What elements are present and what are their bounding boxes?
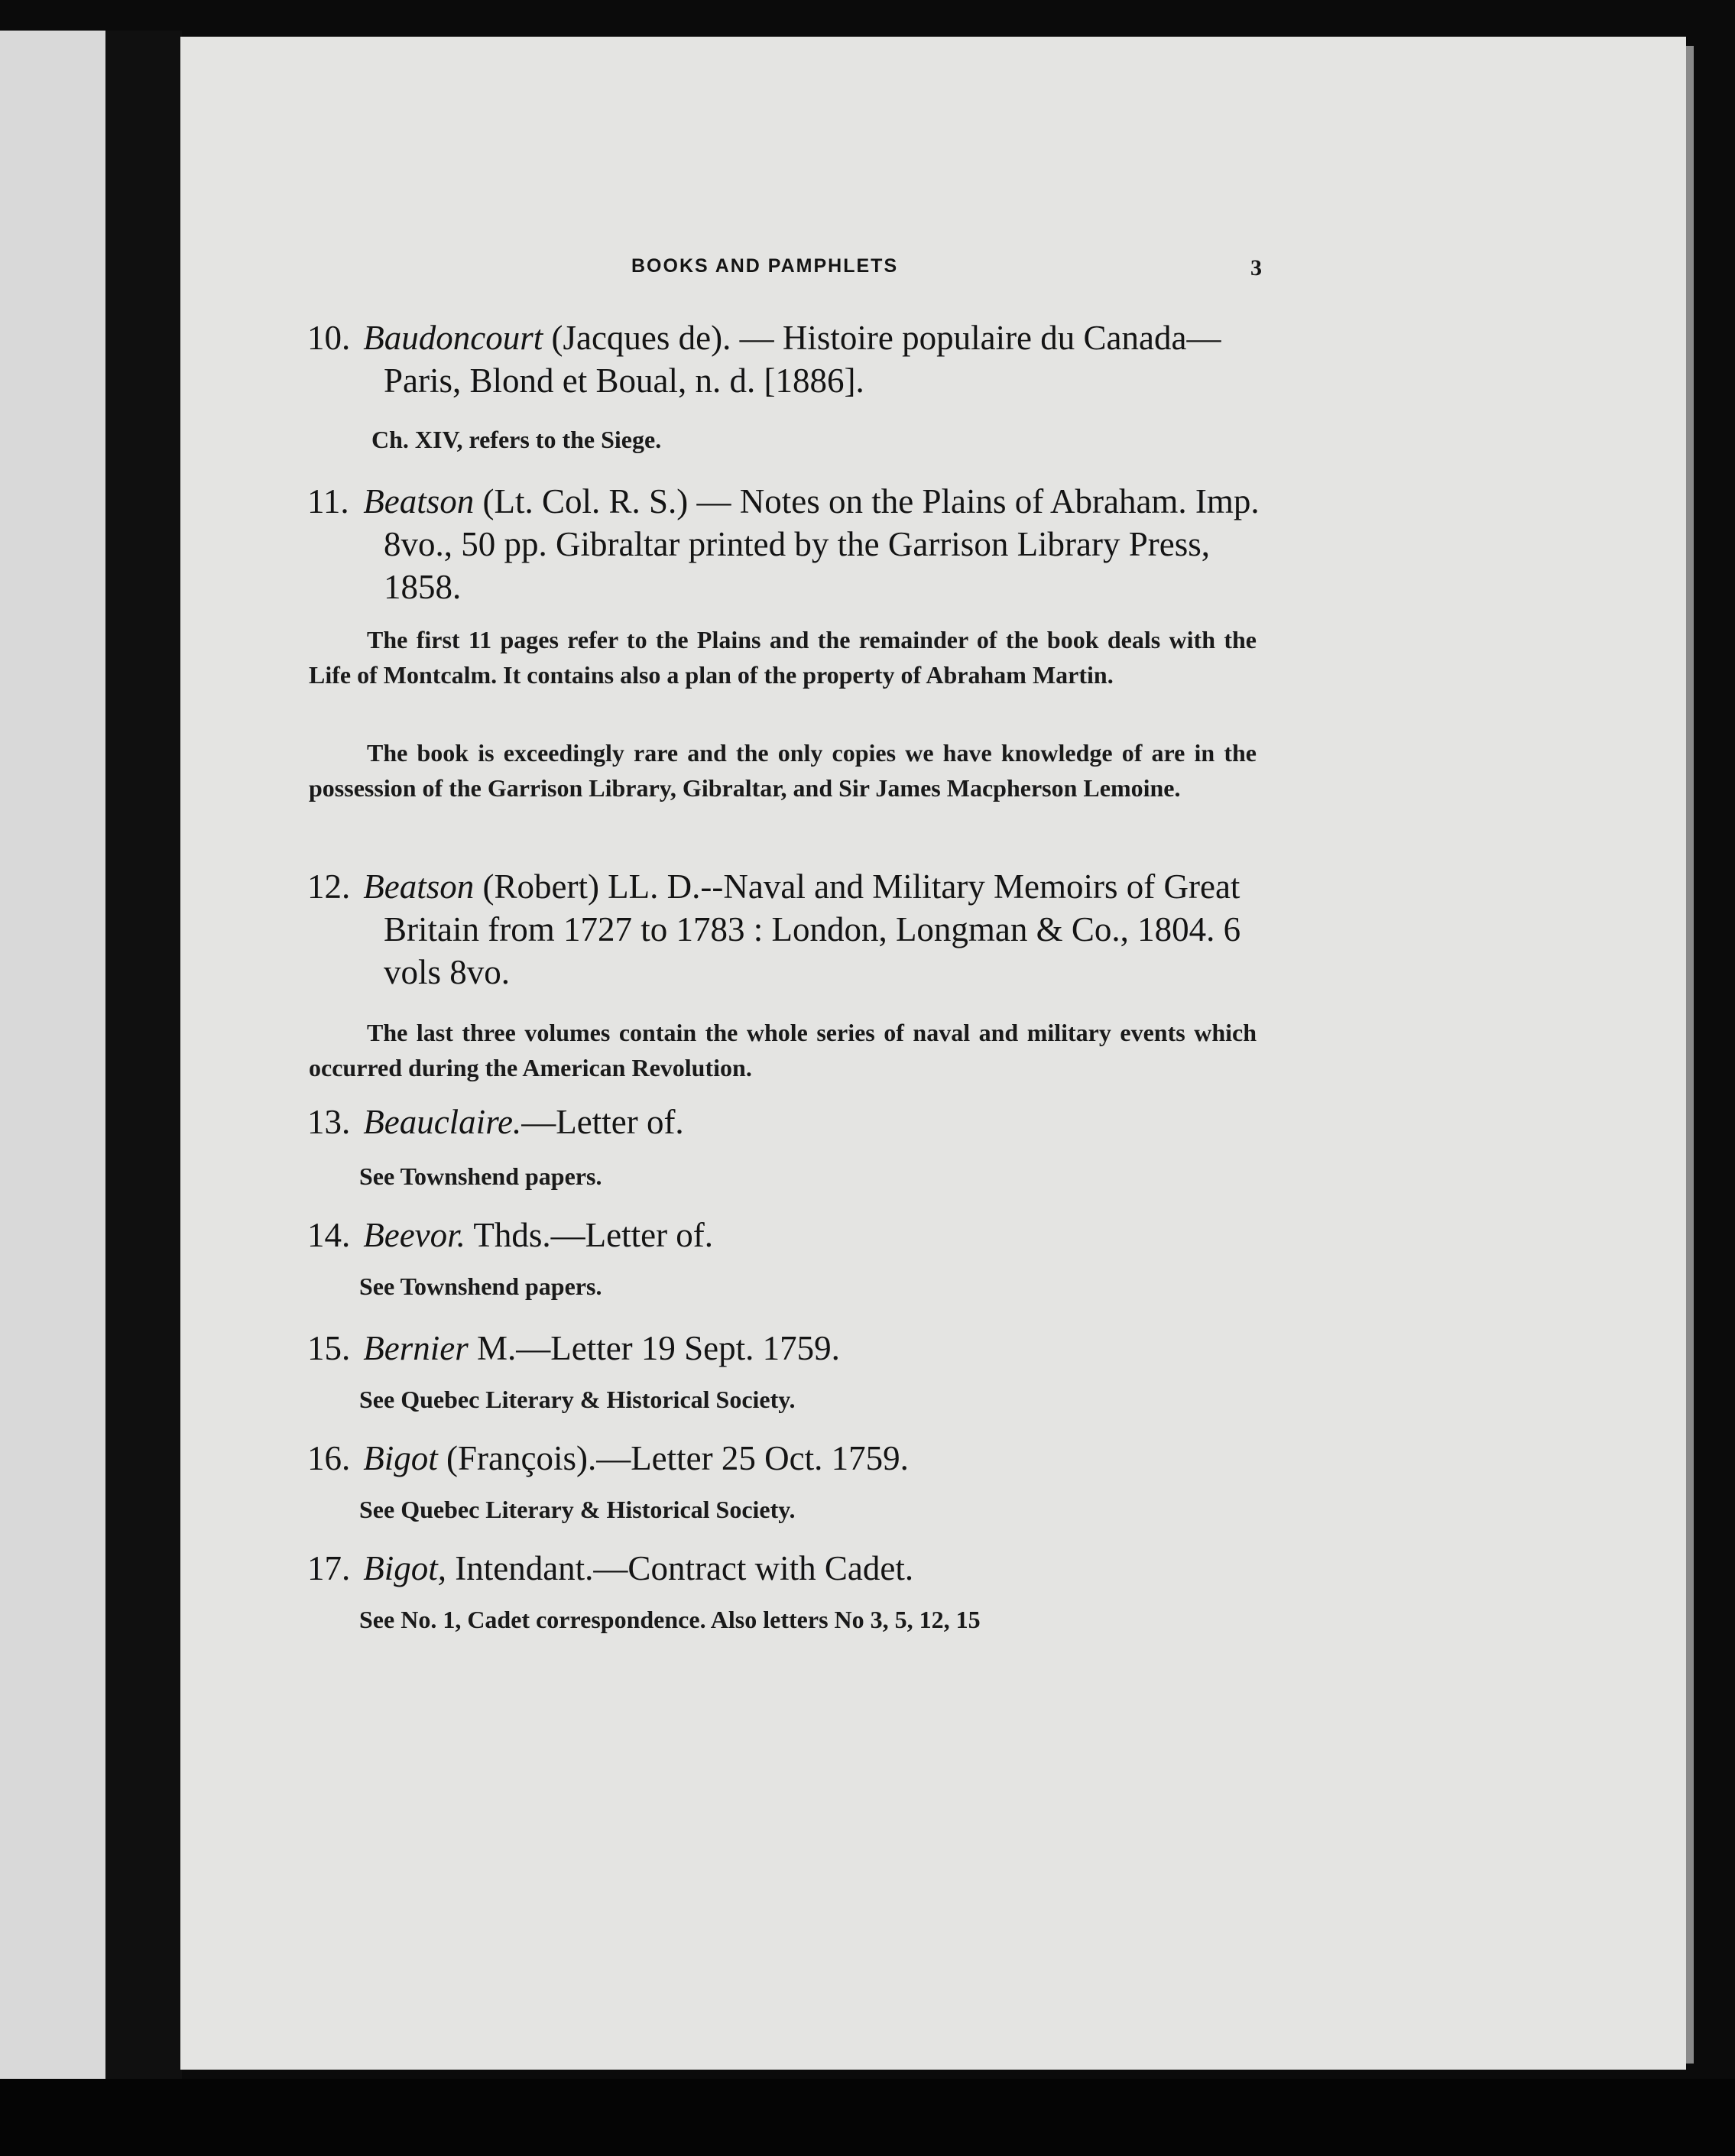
- entry-note: The book is exceedingly rare and the only copies we have knowledge of are in the possession of the Garrison Library, Gibraltar, and Sir James Macpherson Lemoine.: [309, 739, 1257, 802]
- entry-heading: [307, 1547, 1263, 1590]
- entry-14: [307, 1214, 1263, 1256]
- entry-author: Beevor.: [363, 1216, 465, 1254]
- entry-author: Bigot: [363, 1439, 438, 1477]
- entry-title: (François).—Letter 25 Oct. 1759.: [446, 1439, 909, 1477]
- adjacent-page-margin: [0, 31, 105, 2079]
- entry-number: 13.: [307, 1103, 351, 1141]
- entry-number: 10.: [307, 319, 351, 357]
- entry-note: See Townshend papers.: [359, 1162, 602, 1190]
- entry-note: The first 11 pages refer to the Plains and the remainder of the book deals with the Life of Montcalm. It contains also a plan of the property of Abraham Martin.: [309, 626, 1257, 689]
- entry-title: (Robert) LL. D.--Naval and Military Memoirs of Great Britain from 1727 to 1783 : London, Longman & Co., 1804. 6 vols 8vo.: [384, 867, 1241, 991]
- page-number: 3: [1250, 255, 1262, 280]
- entry-note: See No. 1, Cadet correspondence. Also letters No 3, 5, 12, 15: [359, 1606, 981, 1633]
- scan-bottom-border: [0, 2079, 1735, 2156]
- running-head: BOOKS AND PAMPHLETS: [631, 255, 899, 277]
- entry-author: Bigot,: [363, 1549, 446, 1587]
- entry-heading: [307, 480, 1263, 608]
- entry-author: Baudoncourt: [363, 319, 543, 357]
- page-edge: [1686, 46, 1694, 2064]
- entry-title: (Jacques de). — Histoire populaire du Canada—Paris, Blond et Boual, n. d. [1886].: [384, 319, 1221, 400]
- entry-heading: [307, 1101, 1263, 1143]
- entry-title: M.—Letter 19 Sept. 1759.: [476, 1329, 840, 1367]
- entry-17: [307, 1547, 1263, 1590]
- entry-12: [307, 865, 1263, 994]
- entry-note: See Quebec Literary & Historical Society.: [359, 1496, 796, 1523]
- entry-author: Beauclaire.: [363, 1103, 522, 1141]
- entry-title: (Lt. Col. R. S.) — Notes on the Plains of Abraham. Imp. 8vo., 50 pp. Gibraltar printed by the Garrison Library Press, 1858.: [384, 482, 1260, 606]
- entry-heading: [307, 1437, 1263, 1480]
- entry-number: 14.: [307, 1216, 351, 1254]
- entry-heading: [307, 1327, 1263, 1370]
- entry-number: 17.: [307, 1549, 351, 1587]
- entry-number: 11.: [307, 482, 349, 520]
- entry-author: Beatson: [363, 482, 475, 520]
- entry-number: 16.: [307, 1439, 351, 1477]
- book-spine-shadow: [105, 31, 182, 2079]
- entry-number: 15.: [307, 1329, 351, 1367]
- entry-author: Bernier: [363, 1329, 469, 1367]
- entry-number: 12.: [307, 867, 351, 906]
- entry-note: The last three volumes contain the whole series of naval and military events which occurred during the American Revolution.: [309, 1019, 1257, 1081]
- entry-heading: [307, 316, 1263, 402]
- entry-heading: [307, 1214, 1263, 1256]
- entry-note: Ch. XIV, refers to the Siege.: [371, 426, 662, 453]
- entry-13: [307, 1101, 1263, 1143]
- entry-author: Beatson: [363, 867, 475, 906]
- entry-note: See Townshend papers.: [359, 1273, 602, 1300]
- entry-15: [307, 1327, 1263, 1370]
- entry-heading: [307, 865, 1263, 994]
- entry-16: [307, 1437, 1263, 1480]
- entry-title: Intendant.—Contract with Cadet.: [455, 1549, 914, 1587]
- entry-11: [307, 480, 1263, 608]
- entry-title: —Letter of.: [521, 1103, 684, 1141]
- entry-10: [307, 316, 1263, 402]
- entry-note: See Quebec Literary & Historical Society.: [359, 1386, 796, 1413]
- entry-title: Thds.—Letter of.: [473, 1216, 714, 1254]
